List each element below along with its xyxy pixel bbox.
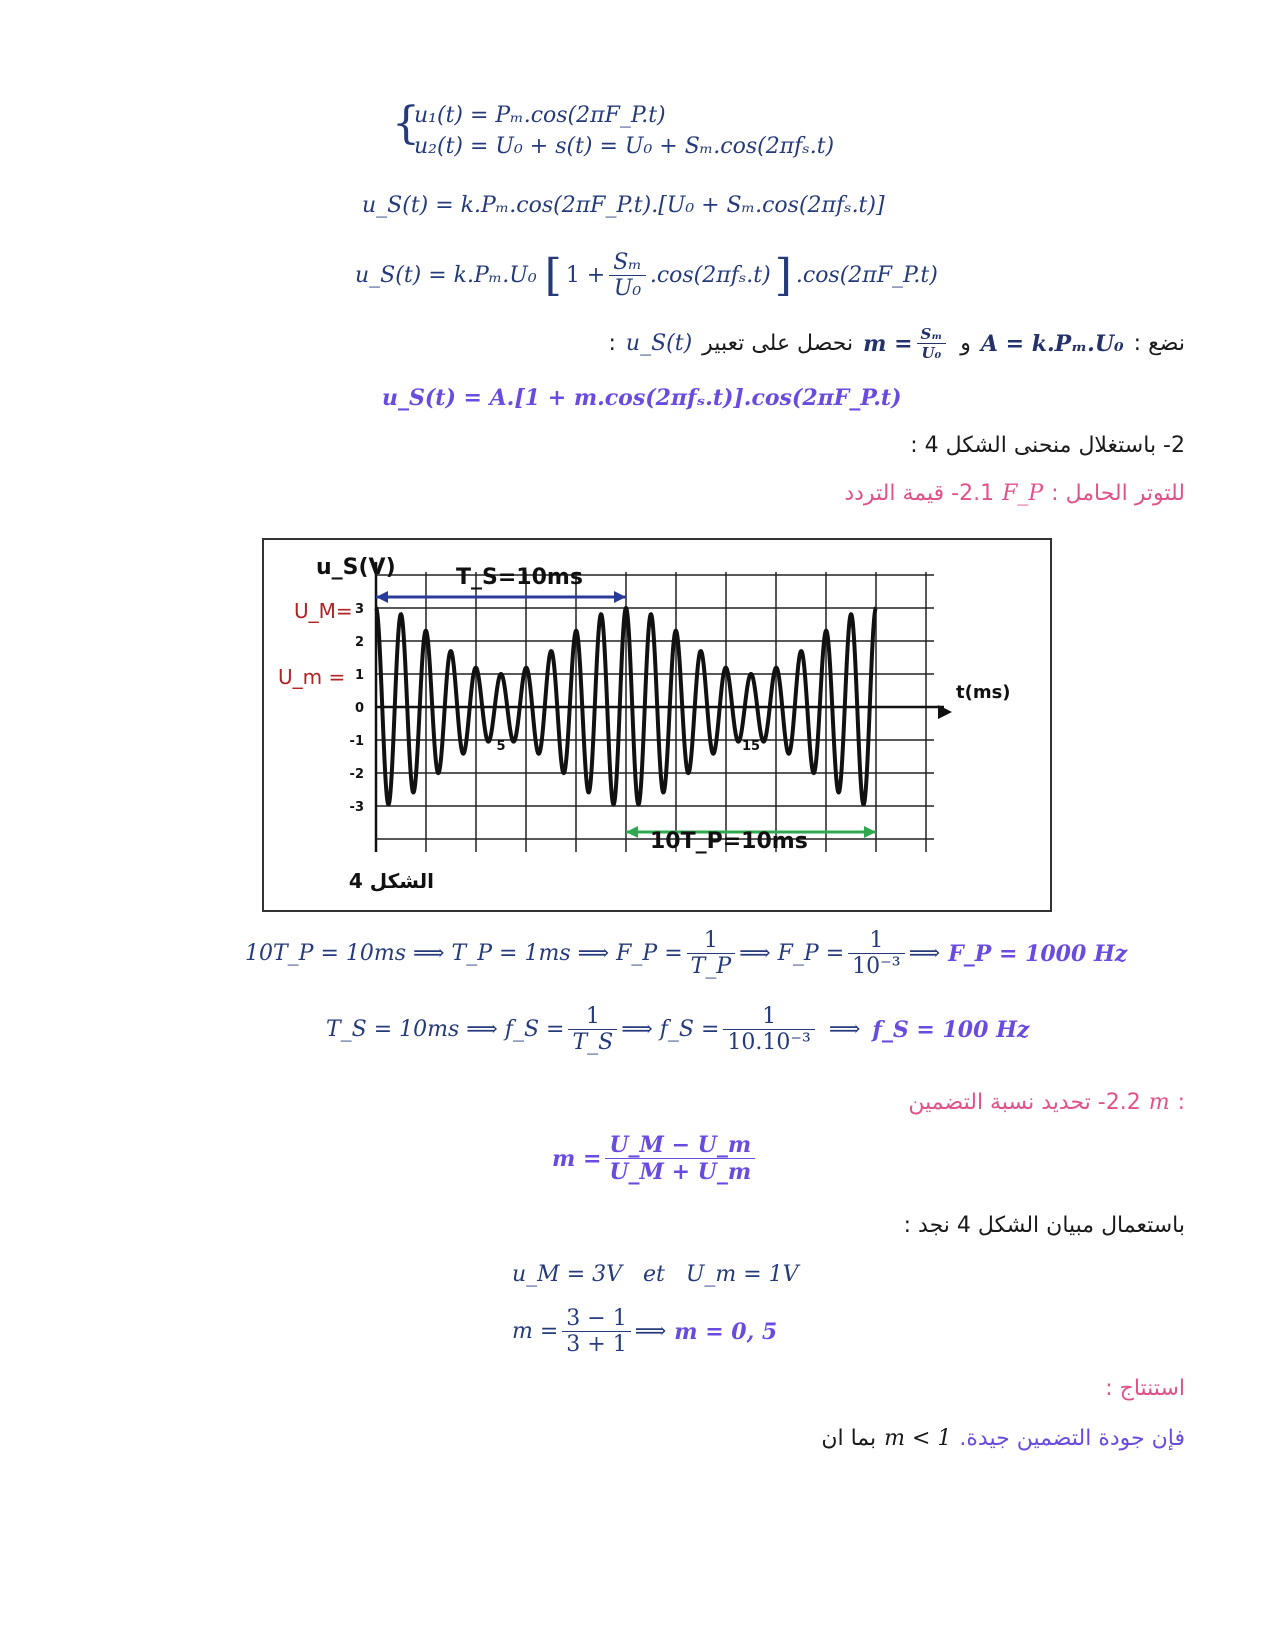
y-tick-label: 2 [354, 635, 364, 650]
frac-num: Sₘ [609, 250, 646, 276]
fs-n1: 1 [568, 1004, 617, 1030]
m-calc-den: 3 + 1 [566, 1332, 627, 1357]
fp-frac1 [687, 928, 735, 979]
m-calc-left: m = [512, 1319, 559, 1344]
eq-factored-left: u_S(t) = k.Pₘ.U₀ [355, 263, 537, 288]
fp-frac2 [848, 928, 904, 979]
fp-n2: 1 [848, 928, 904, 954]
section22-a: 2.2- تحديد نسبة التضمين [908, 1090, 1141, 1115]
m-calc-num: 3 − 1 [562, 1306, 630, 1332]
equation-us-factored [355, 250, 938, 301]
y-tick-label: -2 [349, 767, 364, 782]
um-min-label: U_m = [278, 665, 346, 689]
section21-sym: F_P [1002, 481, 1044, 506]
x-tick-label: 15 [741, 738, 761, 754]
frac-den: U₀ [613, 276, 642, 301]
fs-calculation [326, 1004, 1029, 1055]
m-calc-frac [562, 1306, 630, 1357]
section-2-heading: 2- باستغلال منحنى الشكل 4 : [910, 433, 1185, 458]
conclusion-line [821, 1426, 1185, 1451]
m-calc-result: m = 0, 5 [674, 1318, 778, 1345]
posons-colon: : [608, 331, 616, 356]
fs-a: T_S = 10ms ⟹ f_S = [326, 1017, 565, 1042]
tp-label: 10T_P=10ms [650, 829, 808, 854]
y-tick-label: 1 [354, 668, 364, 683]
posons-line [609, 325, 1186, 362]
y-tick-label: -1 [349, 734, 364, 749]
bracket-open: [ [544, 250, 562, 301]
final-cond: m < 1 [884, 1426, 952, 1451]
fs-n2: 1 [723, 1004, 814, 1030]
y-tick-label: 0 [354, 701, 364, 716]
equation-u2: u₂(t) = U₀ + s(t) = U₀ + Sₘ.cos(2πfₛ.t) [414, 134, 835, 159]
m-calculation [512, 1306, 777, 1357]
fp-d1: T_P [690, 954, 732, 979]
system-brace: { [392, 98, 420, 149]
oscillogram-chart [264, 540, 1050, 910]
using-figure-text: باستعمال مبيان الشكل 4 نجد : [903, 1213, 1185, 1238]
result-equation: u_S(t) = A.[1 + m.cos(2πfₛ.t)].cos(2πF_P.t) [382, 385, 902, 411]
fs-frac1 [568, 1004, 617, 1055]
m-calc-arrow: ⟹ [634, 1319, 667, 1344]
fs-b: ⟹ f_S = [621, 1017, 720, 1042]
fp-calculation [245, 928, 1127, 979]
ts-label: T_S=10ms [456, 565, 583, 590]
figure-caption: الشكل 4 [348, 869, 434, 893]
posons-label: نضع : [1133, 331, 1185, 356]
section22-b: : [1177, 1090, 1185, 1115]
posons-us: u_S(t) [625, 331, 693, 356]
posons-get: نحصل على تعبير [702, 331, 854, 356]
um-max-label: U_M= [294, 599, 353, 623]
posons-A: A = k.Pₘ.U₀ [980, 330, 1124, 357]
fs-d2: 10.10⁻³ [727, 1030, 811, 1055]
fs-result: f_S = 100 Hz [872, 1016, 1030, 1043]
tp-arrow-right-head [864, 826, 876, 838]
section21-b: للتوتر الحامل : [1051, 481, 1185, 506]
posons-m [863, 325, 950, 362]
section21-a: 2.1- قيمة التردد [844, 481, 995, 506]
fs-frac2 [723, 1004, 814, 1055]
section-2-1-heading [844, 481, 1185, 506]
fs-c: ⟹ [828, 1017, 861, 1042]
x-axis-label: t(ms) [956, 682, 1011, 703]
m-formula-left: m = [552, 1145, 602, 1172]
final-b: فإن جودة التضمين جيدة. [959, 1426, 1185, 1451]
ts-arrow-left-head [376, 591, 388, 603]
equation-u1: u₁(t) = Pₘ.cos(2πF_P.t) [414, 103, 666, 128]
fp-n1: 1 [687, 928, 735, 954]
section-2-2-heading [908, 1090, 1185, 1115]
fp-result: F_P = 1000 Hz [948, 940, 1128, 967]
measured-values: u_M = 3V et U_m = 1V [512, 1262, 799, 1287]
final-a: بما ان [821, 1426, 877, 1451]
tp-arrow-left-head [626, 826, 638, 838]
fp-d2: 10⁻³ [852, 954, 901, 979]
y-tick-label: 3 [354, 602, 364, 617]
fs-d1: T_S [572, 1030, 614, 1055]
x-tick-label: 5 [496, 738, 506, 754]
y-tick-labels [350, 602, 364, 815]
eq-factored-right: .cos(2πF_P.t) [795, 263, 938, 288]
figure-4 [262, 538, 1052, 912]
posons-m-den: U₀ [921, 344, 942, 362]
bracket-close: ] [774, 250, 792, 301]
fp-a: 10T_P = 10ms ⟹ T_P = 1ms ⟹ F_P = [245, 941, 683, 966]
m-formula-num: U_M − U_m [605, 1132, 755, 1159]
ts-arrow-right-head [614, 591, 626, 603]
eq-factored-one: 1 + [565, 263, 606, 288]
m-formula-frac [605, 1132, 755, 1185]
posons-m-num: Sₘ [917, 325, 947, 344]
section22-sym: m [1148, 1090, 1170, 1115]
posons-m-left: m = [863, 330, 913, 357]
fp-b: ⟹ F_P = [739, 941, 845, 966]
x-axis-arrowhead [938, 705, 952, 719]
conclusion-heading: استنتاج : [1105, 1376, 1185, 1401]
y-tick-label: -3 [349, 800, 364, 815]
fraction-sm-u0 [609, 250, 646, 301]
fp-c: ⟹ [908, 941, 941, 966]
m-formula [552, 1132, 759, 1185]
posons-and: و [960, 331, 971, 356]
y-axis-label: u_S(V) [316, 555, 396, 580]
equation-us-product: u_S(t) = k.Pₘ.cos(2πF_P.t).[U₀ + Sₘ.cos(2πfₛ.t)] [362, 193, 885, 218]
m-formula-den: U_M + U_m [609, 1159, 752, 1185]
posons-m-frac [917, 325, 947, 362]
eq-factored-mid: .cos(2πfₛ.t) [649, 263, 771, 288]
